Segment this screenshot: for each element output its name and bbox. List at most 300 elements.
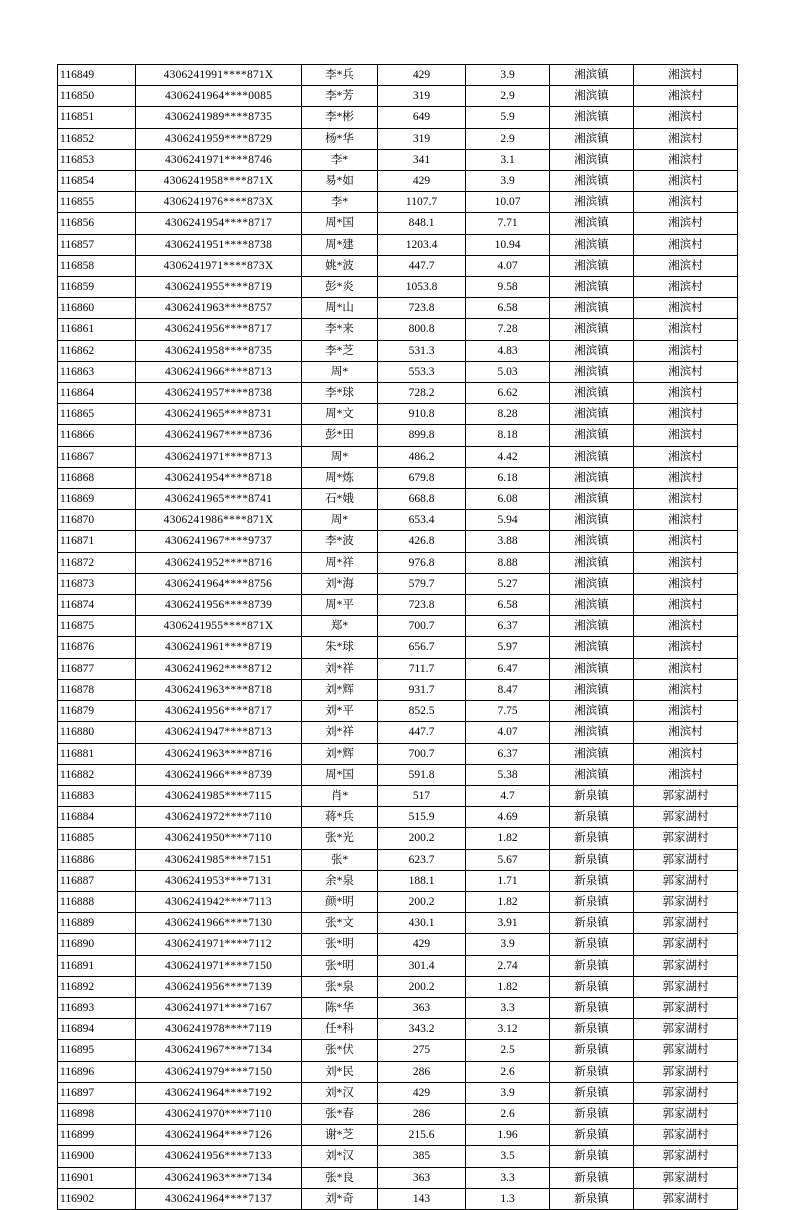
table-row: [58, 722, 738, 743]
table-row: [58, 192, 738, 213]
row-id-number: 4306241942****7113: [136, 891, 302, 912]
row-amount: 363: [378, 997, 466, 1018]
row-village: 郭家湖村: [634, 997, 738, 1018]
row-id-number: 4306241956****8739: [136, 595, 302, 616]
row-id-number: 4306241965****8731: [136, 404, 302, 425]
row-town: 湘滨镇: [550, 595, 634, 616]
row-serial: 116862: [58, 340, 136, 361]
row-village: 湘滨村: [634, 86, 738, 107]
row-town: 湘滨镇: [550, 743, 634, 764]
row-rate: 3.12: [466, 1019, 550, 1040]
table-row: [58, 234, 738, 255]
row-id-number: 4306241964****7192: [136, 1082, 302, 1103]
row-amount: 429: [378, 934, 466, 955]
row-name: 李*彬: [302, 107, 378, 128]
row-serial: 116886: [58, 849, 136, 870]
row-name: 张*文: [302, 913, 378, 934]
row-town: 湘滨镇: [550, 425, 634, 446]
row-name: 易*如: [302, 171, 378, 192]
row-rate: 9.58: [466, 277, 550, 298]
row-id-number: 4306241962****8712: [136, 658, 302, 679]
row-serial: 116870: [58, 510, 136, 531]
row-name: 杨*华: [302, 128, 378, 149]
row-village: 郭家湖村: [634, 913, 738, 934]
row-amount: 429: [378, 1082, 466, 1103]
table-row: [58, 1125, 738, 1146]
row-serial: 116871: [58, 531, 136, 552]
row-name: 刘*汉: [302, 1146, 378, 1167]
row-amount: 343.2: [378, 1019, 466, 1040]
row-amount: 579.7: [378, 573, 466, 594]
row-town: 湘滨镇: [550, 298, 634, 319]
row-town: 新泉镇: [550, 870, 634, 891]
row-serial: 116854: [58, 171, 136, 192]
row-name: 彭*炎: [302, 277, 378, 298]
table-row: [58, 934, 738, 955]
row-village: 湘滨村: [634, 552, 738, 573]
row-name: 刘*祥: [302, 658, 378, 679]
row-town: 新泉镇: [550, 913, 634, 934]
row-amount: 723.8: [378, 595, 466, 616]
row-amount: 649: [378, 107, 466, 128]
row-id-number: 4306241971****7112: [136, 934, 302, 955]
row-village: 湘滨村: [634, 192, 738, 213]
row-rate: 6.58: [466, 298, 550, 319]
row-id-number: 4306241967****7134: [136, 1040, 302, 1061]
table-row: [58, 849, 738, 870]
row-id-number: 4306241989****8735: [136, 107, 302, 128]
row-id-number: 4306241967****8736: [136, 425, 302, 446]
row-village: 郭家湖村: [634, 785, 738, 806]
row-amount: 215.6: [378, 1125, 466, 1146]
row-serial: 116884: [58, 807, 136, 828]
row-id-number: 4306241964****8756: [136, 573, 302, 594]
row-serial: 116882: [58, 764, 136, 785]
row-rate: 4.69: [466, 807, 550, 828]
row-village: 郭家湖村: [634, 807, 738, 828]
row-name: 张*春: [302, 1103, 378, 1124]
row-amount: 800.8: [378, 319, 466, 340]
row-serial: 116863: [58, 361, 136, 382]
row-id-number: 4306241971****8746: [136, 149, 302, 170]
row-id-number: 4306241954****8718: [136, 467, 302, 488]
row-rate: 1.96: [466, 1125, 550, 1146]
row-id-number: 4306241963****8716: [136, 743, 302, 764]
row-serial: 116875: [58, 616, 136, 637]
row-amount: 319: [378, 128, 466, 149]
row-amount: 711.7: [378, 658, 466, 679]
row-town: 新泉镇: [550, 807, 634, 828]
row-name: 周*国: [302, 764, 378, 785]
row-amount: 385: [378, 1146, 466, 1167]
row-rate: 10.07: [466, 192, 550, 213]
table-row: [58, 891, 738, 912]
row-name: 周*平: [302, 595, 378, 616]
row-town: 新泉镇: [550, 1103, 634, 1124]
row-town: 湘滨镇: [550, 149, 634, 170]
row-serial: 116893: [58, 997, 136, 1018]
row-id-number: 4306241966****8739: [136, 764, 302, 785]
row-serial: 116878: [58, 679, 136, 700]
row-serial: 116874: [58, 595, 136, 616]
row-name: 刘*辉: [302, 743, 378, 764]
row-village: 郭家湖村: [634, 828, 738, 849]
table-row: [58, 65, 738, 86]
row-town: 新泉镇: [550, 1061, 634, 1082]
row-village: 湘滨村: [634, 319, 738, 340]
row-id-number: 4306241956****7139: [136, 976, 302, 997]
row-village: 湘滨村: [634, 573, 738, 594]
row-village: 湘滨村: [634, 467, 738, 488]
row-serial: 116877: [58, 658, 136, 679]
table-row: [58, 743, 738, 764]
table-row: [58, 552, 738, 573]
row-village: 郭家湖村: [634, 1125, 738, 1146]
row-town: 湘滨镇: [550, 65, 634, 86]
table-row: [58, 298, 738, 319]
row-town: 湘滨镇: [550, 234, 634, 255]
row-name: 朱*球: [302, 637, 378, 658]
row-amount: 668.8: [378, 489, 466, 510]
row-id-number: 4306241950****7110: [136, 828, 302, 849]
row-town: 新泉镇: [550, 1125, 634, 1146]
row-amount: 656.7: [378, 637, 466, 658]
row-rate: 1.82: [466, 828, 550, 849]
row-serial: 116855: [58, 192, 136, 213]
row-rate: 1.3: [466, 1188, 550, 1209]
row-village: 湘滨村: [634, 383, 738, 404]
table-row: [58, 1061, 738, 1082]
row-rate: 6.08: [466, 489, 550, 510]
row-id-number: 4306241956****7133: [136, 1146, 302, 1167]
row-village: 郭家湖村: [634, 1188, 738, 1209]
row-village: 郭家湖村: [634, 1061, 738, 1082]
row-name: 姚*波: [302, 255, 378, 276]
row-serial: 116897: [58, 1082, 136, 1103]
row-id-number: 4306241972****7110: [136, 807, 302, 828]
row-amount: 899.8: [378, 425, 466, 446]
row-town: 新泉镇: [550, 997, 634, 1018]
row-id-number: 4306241958****8735: [136, 340, 302, 361]
row-name: 李*芳: [302, 86, 378, 107]
row-town: 湘滨镇: [550, 679, 634, 700]
row-rate: 2.6: [466, 1103, 550, 1124]
row-serial: 116901: [58, 1167, 136, 1188]
row-name: 彭*田: [302, 425, 378, 446]
row-amount: 447.7: [378, 255, 466, 276]
row-serial: 116869: [58, 489, 136, 510]
row-village: 湘滨村: [634, 616, 738, 637]
row-town: 新泉镇: [550, 1082, 634, 1103]
row-town: 新泉镇: [550, 976, 634, 997]
row-name: 周*: [302, 446, 378, 467]
row-town: 湘滨镇: [550, 340, 634, 361]
row-name: 任*科: [302, 1019, 378, 1040]
table-row: [58, 425, 738, 446]
row-serial: 116857: [58, 234, 136, 255]
row-name: 周*: [302, 361, 378, 382]
row-town: 新泉镇: [550, 1167, 634, 1188]
row-serial: 116887: [58, 870, 136, 891]
row-serial: 116872: [58, 552, 136, 573]
row-id-number: 4306241963****7134: [136, 1167, 302, 1188]
table-row: [58, 510, 738, 531]
row-name: 余*泉: [302, 870, 378, 891]
row-name: 周*祥: [302, 552, 378, 573]
row-serial: 116851: [58, 107, 136, 128]
row-amount: 700.7: [378, 616, 466, 637]
row-village: 湘滨村: [634, 425, 738, 446]
row-name: 刘*海: [302, 573, 378, 594]
table-row: [58, 149, 738, 170]
row-amount: 1107.7: [378, 192, 466, 213]
row-id-number: 4306241957****8738: [136, 383, 302, 404]
row-town: 湘滨镇: [550, 128, 634, 149]
row-rate: 1.82: [466, 891, 550, 912]
row-rate: 1.71: [466, 870, 550, 891]
row-town: 湘滨镇: [550, 319, 634, 340]
row-amount: 286: [378, 1103, 466, 1124]
table-row: [58, 1146, 738, 1167]
row-id-number: 4306241991****871X: [136, 65, 302, 86]
row-serial: 116866: [58, 425, 136, 446]
row-serial: 116853: [58, 149, 136, 170]
row-rate: 1.82: [466, 976, 550, 997]
table-row: [58, 446, 738, 467]
table-row: [58, 86, 738, 107]
row-amount: 848.1: [378, 213, 466, 234]
row-amount: 679.8: [378, 467, 466, 488]
row-amount: 426.8: [378, 531, 466, 552]
row-id-number: 4306241971****7167: [136, 997, 302, 1018]
row-town: 新泉镇: [550, 849, 634, 870]
row-serial: 116879: [58, 701, 136, 722]
row-amount: 910.8: [378, 404, 466, 425]
row-village: 湘滨村: [634, 277, 738, 298]
row-village: 湘滨村: [634, 107, 738, 128]
row-name: 颜*明: [302, 891, 378, 912]
row-serial: 116896: [58, 1061, 136, 1082]
table-row: [58, 255, 738, 276]
row-village: 湘滨村: [634, 213, 738, 234]
row-name: 谢*芝: [302, 1125, 378, 1146]
table-row: [58, 213, 738, 234]
row-town: 湘滨镇: [550, 489, 634, 510]
row-name: 周*炼: [302, 467, 378, 488]
row-name: 刘*民: [302, 1061, 378, 1082]
row-village: 湘滨村: [634, 658, 738, 679]
row-town: 新泉镇: [550, 1146, 634, 1167]
row-amount: 319: [378, 86, 466, 107]
row-serial: 116859: [58, 277, 136, 298]
row-rate: 10.94: [466, 234, 550, 255]
row-rate: 2.74: [466, 955, 550, 976]
row-town: 新泉镇: [550, 785, 634, 806]
table-row: [58, 595, 738, 616]
row-village: 湘滨村: [634, 510, 738, 531]
table-row: [58, 1103, 738, 1124]
row-rate: 5.67: [466, 849, 550, 870]
row-serial: 116867: [58, 446, 136, 467]
row-id-number: 4306241961****8719: [136, 637, 302, 658]
row-rate: 3.9: [466, 171, 550, 192]
table-row: [58, 955, 738, 976]
table-row: [58, 679, 738, 700]
row-town: 湘滨镇: [550, 277, 634, 298]
table-row: [58, 361, 738, 382]
row-id-number: 4306241976****873X: [136, 192, 302, 213]
row-village: 湘滨村: [634, 722, 738, 743]
row-amount: 430.1: [378, 913, 466, 934]
row-rate: 3.9: [466, 65, 550, 86]
row-name: 李*: [302, 192, 378, 213]
row-rate: 8.47: [466, 679, 550, 700]
row-rate: 3.91: [466, 913, 550, 934]
row-village: 郭家湖村: [634, 1103, 738, 1124]
row-rate: 4.7: [466, 785, 550, 806]
row-name: 李*波: [302, 531, 378, 552]
row-rate: 3.1: [466, 149, 550, 170]
row-serial: 116858: [58, 255, 136, 276]
row-id-number: 4306241971****7150: [136, 955, 302, 976]
row-name: 李*: [302, 149, 378, 170]
row-town: 湘滨镇: [550, 361, 634, 382]
row-serial: 116880: [58, 722, 136, 743]
row-rate: 3.3: [466, 1167, 550, 1188]
row-name: 周*山: [302, 298, 378, 319]
table-row: [58, 764, 738, 785]
row-village: 湘滨村: [634, 595, 738, 616]
row-rate: 5.94: [466, 510, 550, 531]
table-row: [58, 340, 738, 361]
subsidy-table: [57, 64, 738, 1210]
row-amount: 200.2: [378, 976, 466, 997]
row-name: 张*光: [302, 828, 378, 849]
row-name: 张*伏: [302, 1040, 378, 1061]
row-name: 张*明: [302, 934, 378, 955]
row-amount: 429: [378, 65, 466, 86]
table-row: [58, 785, 738, 806]
table-row: [58, 573, 738, 594]
row-town: 湘滨镇: [550, 383, 634, 404]
row-id-number: 4306241953****7131: [136, 870, 302, 891]
row-id-number: 4306241958****871X: [136, 171, 302, 192]
row-village: 湘滨村: [634, 65, 738, 86]
row-id-number: 4306241985****7115: [136, 785, 302, 806]
row-rate: 6.62: [466, 383, 550, 404]
row-name: 石*娥: [302, 489, 378, 510]
table-row: [58, 531, 738, 552]
row-id-number: 4306241964****0085: [136, 86, 302, 107]
row-name: 周*建: [302, 234, 378, 255]
row-town: 新泉镇: [550, 955, 634, 976]
row-name: 周*国: [302, 213, 378, 234]
row-town: 湘滨镇: [550, 86, 634, 107]
table-row: [58, 489, 738, 510]
row-id-number: 4306241956****8717: [136, 701, 302, 722]
row-village: 郭家湖村: [634, 849, 738, 870]
row-id-number: 4306241965****8741: [136, 489, 302, 510]
row-amount: 517: [378, 785, 466, 806]
row-village: 湘滨村: [634, 701, 738, 722]
row-town: 湘滨镇: [550, 446, 634, 467]
row-id-number: 4306241964****7126: [136, 1125, 302, 1146]
row-town: 湘滨镇: [550, 658, 634, 679]
row-amount: 188.1: [378, 870, 466, 891]
row-id-number: 4306241971****873X: [136, 255, 302, 276]
table-row: [58, 1040, 738, 1061]
row-village: 湘滨村: [634, 361, 738, 382]
row-serial: 116892: [58, 976, 136, 997]
row-rate: 7.28: [466, 319, 550, 340]
row-town: 湘滨镇: [550, 510, 634, 531]
row-serial: 116894: [58, 1019, 136, 1040]
row-village: 郭家湖村: [634, 1040, 738, 1061]
row-village: 湘滨村: [634, 128, 738, 149]
row-name: 李*球: [302, 383, 378, 404]
row-town: 湘滨镇: [550, 531, 634, 552]
row-amount: 852.5: [378, 701, 466, 722]
row-village: 湘滨村: [634, 404, 738, 425]
row-serial: 116899: [58, 1125, 136, 1146]
row-rate: 3.5: [466, 1146, 550, 1167]
row-rate: 2.5: [466, 1040, 550, 1061]
table-row: [58, 701, 738, 722]
row-name: 刘*奇: [302, 1188, 378, 1209]
table-row: [58, 107, 738, 128]
row-amount: 200.2: [378, 891, 466, 912]
row-rate: 8.28: [466, 404, 550, 425]
row-id-number: 4306241955****871X: [136, 616, 302, 637]
row-name: 张*: [302, 849, 378, 870]
row-town: 湘滨镇: [550, 107, 634, 128]
row-amount: 301.4: [378, 955, 466, 976]
row-id-number: 4306241979****7150: [136, 1061, 302, 1082]
row-serial: 116902: [58, 1188, 136, 1209]
row-id-number: 4306241954****8717: [136, 213, 302, 234]
row-village: 郭家湖村: [634, 955, 738, 976]
row-name: 张*良: [302, 1167, 378, 1188]
row-rate: 3.3: [466, 997, 550, 1018]
row-name: 李*来: [302, 319, 378, 340]
row-town: 湘滨镇: [550, 764, 634, 785]
table-row: [58, 870, 738, 891]
row-town: 新泉镇: [550, 828, 634, 849]
row-village: 湘滨村: [634, 446, 738, 467]
row-village: 郭家湖村: [634, 1019, 738, 1040]
row-rate: 5.27: [466, 573, 550, 594]
row-amount: 976.8: [378, 552, 466, 573]
row-name: 周*文: [302, 404, 378, 425]
row-serial: 116868: [58, 467, 136, 488]
table-row: [58, 828, 738, 849]
row-id-number: 4306241952****8716: [136, 552, 302, 573]
row-name: 李*兵: [302, 65, 378, 86]
row-amount: 341: [378, 149, 466, 170]
row-town: 新泉镇: [550, 891, 634, 912]
row-rate: 4.83: [466, 340, 550, 361]
row-id-number: 4306241951****8738: [136, 234, 302, 255]
row-rate: 3.88: [466, 531, 550, 552]
row-rate: 5.97: [466, 637, 550, 658]
table-body: [58, 65, 738, 1210]
row-serial: 116890: [58, 934, 136, 955]
row-name: 张*明: [302, 955, 378, 976]
row-name: 蒋*兵: [302, 807, 378, 828]
row-town: 湘滨镇: [550, 213, 634, 234]
row-name: 李*芝: [302, 340, 378, 361]
row-id-number: 4306241971****8713: [136, 446, 302, 467]
